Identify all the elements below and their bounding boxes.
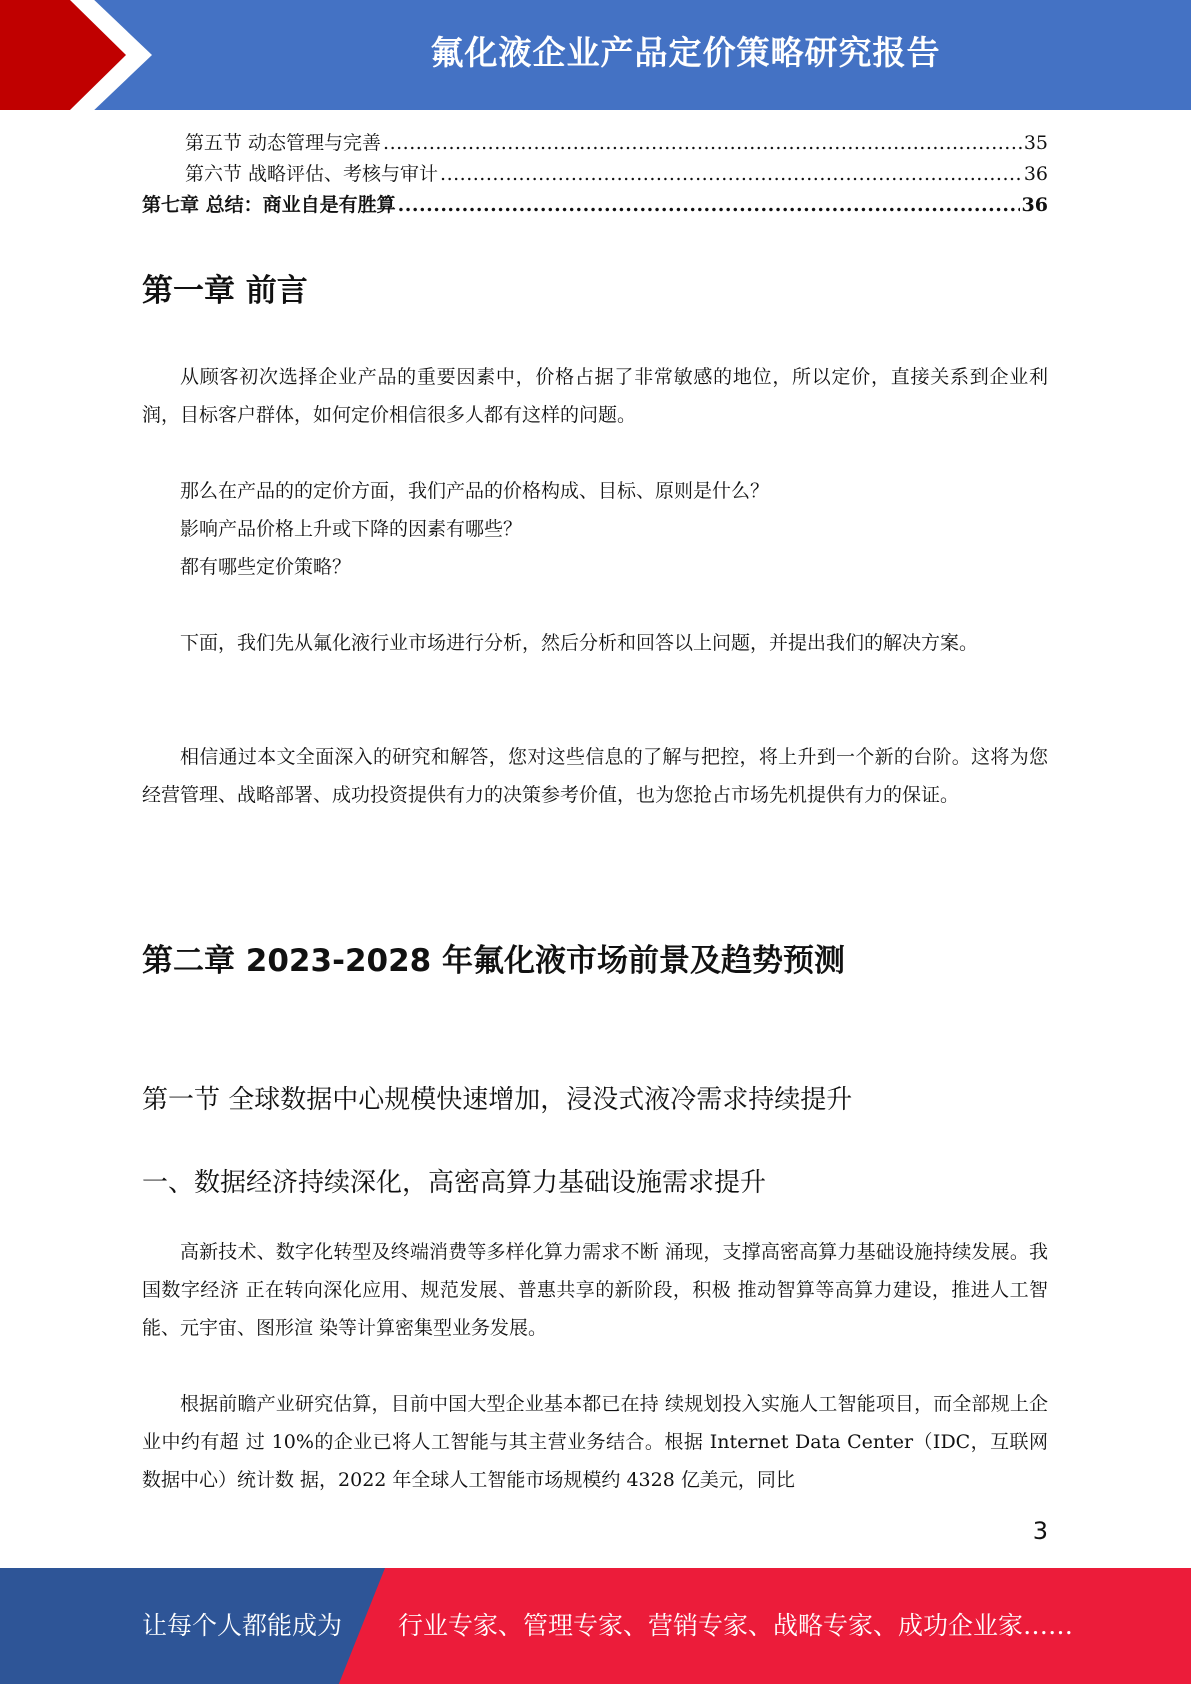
chapter-1-question-3: 都有哪些定价策略？ — [180, 556, 352, 578]
subsection-1-title: 一、数据经济持续深化，高密高算力基础设施需求提升 — [142, 1168, 767, 1198]
chapter-2-title: 第二章 2023-2028 年氟化液市场前景及趋势预测 — [142, 943, 846, 979]
chapter-1-paragraph-2: 下面，我们先从氟化液行业市场进行分析，然后分析和回答以上问题，并提出我们的解决方案。 — [180, 632, 979, 654]
toc-entry-page: 36 — [1023, 163, 1048, 185]
page-number: 3 — [1032, 1517, 1048, 1545]
toc-leader-dots — [383, 132, 1022, 154]
table-of-contents — [142, 128, 1048, 221]
page-footer — [0, 1568, 1191, 1684]
chapter-1-paragraph-3: 相信通过本文全面深入的研究和解答，您对这些信息的了解与把控，将上升到一个新的台阶。这将为您经营管理、战略部署、成功投资提供有力的决策参考价值，也为您抢占市场先机提供有力的保证。 — [142, 746, 1048, 806]
toc-entry-page: 35 — [1023, 132, 1048, 154]
footer-slogan-left: 让每个人都能成为 — [142, 1611, 343, 1640]
footer-slogan-right: 行业专家、管理专家、营销专家、战略专家、成功企业家…… — [398, 1611, 1074, 1640]
toc-entry-label: 第五节 动态管理与完善 — [185, 132, 382, 154]
toc-entry-label: 第六节 战略评估、考核与审计 — [185, 163, 439, 185]
section-1-title: 第一节 全球数据中心规模快速增加，浸没式液冷需求持续提升 — [142, 1085, 853, 1115]
chapter-1-question-2: 影响产品价格上升或下降的因素有哪些？ — [180, 518, 523, 540]
toc-entry[interactable] — [142, 128, 1048, 159]
chapter-1-paragraph-1: 从顾客初次选择企业产品的重要因素中，价格占据了非常敏感的地位，所以定价，直接关系到企业利润，目标客户群体，如何定价相信很多人都有这样的问题。 — [142, 366, 1048, 426]
toc-entry-chapter[interactable] — [142, 190, 1048, 221]
page-header — [0, 0, 1191, 110]
chapter-2-paragraph-1: 高新技术、数字化转型及终端消费等多样化算力需求不断 涌现，支撑高密高算力基础设施持续发展。我国数字经济 正在转向深化应用、规范发展、普惠共享的新阶段，积极 推动智算等高算力建设，推进人工智能、元宇宙、图形渲 染等计算密集型业务发展。 — [142, 1241, 1048, 1339]
chapter-1-title: 第一章 前言 — [142, 273, 308, 309]
toc-entry-label: 第七章 总结：商业自是有胜算 — [142, 194, 396, 216]
toc-entry[interactable] — [142, 159, 1048, 190]
toc-leader-dots — [440, 163, 1022, 185]
header-arrow-logo — [0, 0, 140, 110]
report-title: 氟化液企业产品定价策略研究报告 — [430, 33, 941, 72]
chapter-1-question-1: 那么在产品的的定价方面，我们产品的价格构成、目标、原则是什么？ — [180, 480, 770, 502]
chapter-2-paragraph-2: 根据前瞻产业研究估算，目前中国大型企业基本都已在持 续规划投入实施人工智能项目，而全部规上企业中约有超 过 10%的企业已将人工智能与其主营业务结合。根据 Internet Data Center（IDC，互联网数据中心）统计数 据，2022 年全球人工智能市场规模约 4328 亿美元，同比 — [142, 1393, 1048, 1491]
toc-entry-page: 36 — [1021, 194, 1048, 216]
toc-leader-dots — [398, 194, 1020, 216]
